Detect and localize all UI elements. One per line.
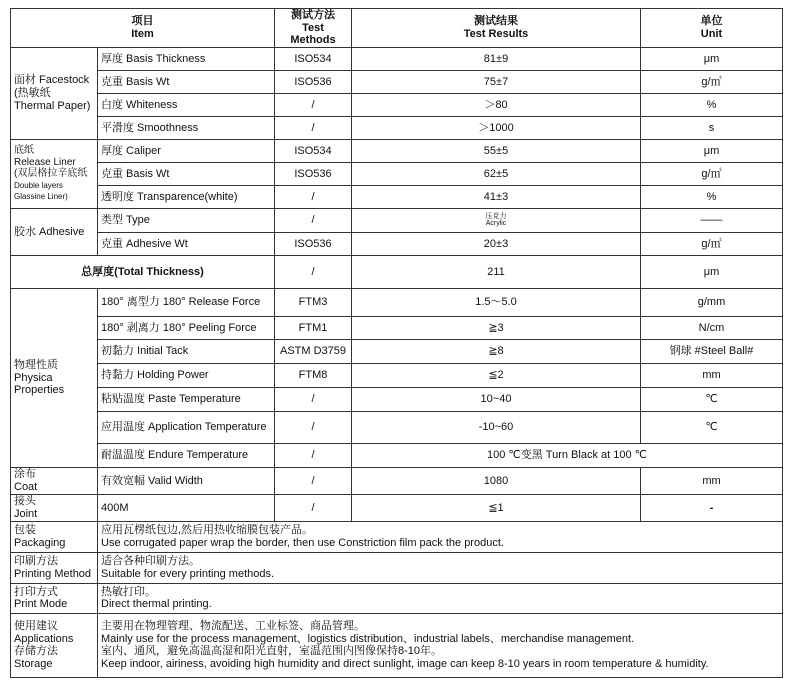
packaging-label bbox=[11, 521, 98, 552]
header-unit-zh: 单位 bbox=[700, 15, 723, 28]
facestock-unit-whiteness: % bbox=[641, 93, 783, 116]
print-mode-label-zh: 打印方式 bbox=[14, 585, 58, 598]
liner-item-caliper: 厚度 Caliper bbox=[98, 139, 275, 162]
packaging-text-zh: 应用瓦楞纸包边,然后用热收缩膜包装产品。 bbox=[101, 524, 314, 537]
facestock-result-whiteness: ＞80 bbox=[352, 93, 641, 116]
facestock-unit-smoothness: s bbox=[641, 116, 783, 139]
adhesive-row bbox=[11, 232, 783, 255]
liner-unit-weight: g/㎡ bbox=[641, 162, 783, 185]
spec-table bbox=[10, 8, 783, 678]
joint-row bbox=[11, 494, 783, 521]
physical-unit-holding: mm bbox=[641, 363, 783, 387]
storage-text-en: Keep indoor, airiness, avoiding high humidity and direct sunlight, image can keep 8-10 years in room temperature & humidity. bbox=[101, 658, 709, 671]
storage-label-zh: 存储方法 bbox=[14, 645, 58, 658]
print-mode-row bbox=[11, 583, 783, 613]
total-row bbox=[11, 255, 783, 288]
facestock-unit-thickness: μm bbox=[641, 47, 783, 70]
adhesive-unit-weight: g/㎡ bbox=[641, 232, 783, 255]
adhesive-row bbox=[11, 208, 783, 232]
physical-unit-application-temp: ℃ bbox=[641, 411, 783, 443]
physical-row bbox=[11, 387, 783, 411]
liner-method-transparence: / bbox=[275, 185, 352, 208]
physical-result-application-temp: -10~60 bbox=[352, 411, 641, 443]
physical-row bbox=[11, 288, 783, 316]
print-mode-label-en: Print Mode bbox=[14, 598, 68, 611]
packaging-label-en: Packaging bbox=[14, 536, 66, 549]
liner-label-2: Release Liner bbox=[14, 156, 76, 168]
facestock-row bbox=[11, 47, 783, 70]
packaging-row bbox=[11, 521, 783, 552]
printing-label-zh: 印刷方法 bbox=[14, 555, 58, 568]
physical-row bbox=[11, 363, 783, 387]
header-method bbox=[275, 9, 352, 48]
total-method: / bbox=[275, 255, 352, 288]
applications-label-zh: 使用建议 bbox=[14, 620, 58, 633]
adhesive-item-type: 类型 Type bbox=[98, 208, 275, 232]
adhesive-method-type: / bbox=[275, 208, 352, 232]
adhesive-group-label: 胶水 Adhesive bbox=[11, 208, 98, 255]
physical-item-release: 180° 离型力 180° Release Force bbox=[98, 288, 275, 316]
liner-label-4: Double layers Glassine Liner) bbox=[14, 180, 68, 202]
facestock-item-weight: 克重 Basis Wt bbox=[98, 70, 275, 93]
liner-row bbox=[11, 139, 783, 162]
physical-result-peeling: ≧3 bbox=[352, 316, 641, 339]
liner-item-transparence: 透明度 Transparence(white) bbox=[98, 185, 275, 208]
physical-result-release: 1.5～5.0 bbox=[352, 288, 641, 316]
printing-row bbox=[11, 552, 783, 583]
facestock-method-smoothness: / bbox=[275, 116, 352, 139]
physical-item-application-temp: 应用温度 Application Temperature bbox=[98, 411, 275, 443]
liner-item-weight: 克重 Basis Wt bbox=[98, 162, 275, 185]
physical-item-holding: 持黏力 Holding Power bbox=[98, 363, 275, 387]
physical-method-endure-temp: / bbox=[275, 443, 352, 467]
header-result-en: Test Results bbox=[463, 27, 529, 40]
coat-method: / bbox=[275, 467, 352, 494]
physical-item-tack: 初黏力 Initial Tack bbox=[98, 339, 275, 363]
storage-label-en: Storage bbox=[14, 658, 53, 671]
printing-label bbox=[11, 552, 98, 583]
physical-method-paste-temp: / bbox=[275, 387, 352, 411]
facestock-group-label bbox=[11, 47, 98, 139]
liner-label-3: (双层格拉辛底纸 bbox=[14, 168, 88, 180]
facestock-row bbox=[11, 116, 783, 139]
total-result: 211 bbox=[352, 255, 641, 288]
printing-label-en: Printing Method bbox=[14, 567, 92, 580]
adhesive-result-type-en: Acrylic bbox=[485, 220, 507, 228]
facestock-label-2: (热敏纸 bbox=[14, 87, 51, 100]
header-row bbox=[11, 9, 783, 48]
adhesive-item-weight: 克重 Adhesive Wt bbox=[98, 232, 275, 255]
physical-result-paste-temp: 10~40 bbox=[352, 387, 641, 411]
physical-method-release: FTM3 bbox=[275, 288, 352, 316]
print-mode-label bbox=[11, 583, 98, 613]
total-unit: μm bbox=[641, 255, 783, 288]
total-label: 总厚度(Total Thickness) bbox=[11, 255, 275, 288]
adhesive-method-weight: ISO536 bbox=[275, 232, 352, 255]
header-method-zh: 测试方法 bbox=[291, 9, 335, 21]
printing-text bbox=[98, 552, 783, 583]
facestock-label-3: Thermal Paper) bbox=[14, 99, 91, 112]
facestock-result-smoothness: ＞1000 bbox=[352, 116, 641, 139]
facestock-label-1: 面材 Facestock bbox=[14, 74, 90, 87]
print-mode-text-en: Direct thermal printing. bbox=[101, 598, 212, 611]
print-mode-text-zh: 热敏打印。 bbox=[101, 585, 156, 598]
packaging-text-en: Use corrugated paper wrap the border, then use Constriction film pack the product. bbox=[101, 536, 504, 549]
header-item bbox=[11, 9, 275, 48]
physical-method-tack: ASTM D3759 bbox=[275, 339, 352, 363]
applications-storage-label bbox=[11, 613, 98, 677]
coat-label-zh: 涂布 bbox=[14, 468, 36, 481]
applications-text-en: Mainly use for the process management、logistics distribution、industrial labels、merchandise management. bbox=[101, 632, 635, 645]
coat-row bbox=[11, 467, 783, 494]
liner-label-1: 底纸 bbox=[14, 145, 34, 157]
header-item-zh: 项目 bbox=[131, 15, 154, 28]
physical-row bbox=[11, 443, 783, 467]
applications-storage-row bbox=[11, 613, 783, 677]
facestock-method-whiteness: / bbox=[275, 93, 352, 116]
header-method-en: Test Methods bbox=[290, 21, 336, 47]
physical-unit-release: g/mm bbox=[641, 288, 783, 316]
facestock-item-whiteness: 白度 Whiteness bbox=[98, 93, 275, 116]
joint-label-en: Joint bbox=[14, 507, 38, 520]
adhesive-result-type bbox=[352, 208, 641, 232]
physical-row bbox=[11, 339, 783, 363]
joint-label-zh: 接头 bbox=[14, 495, 36, 508]
liner-method-weight: ISO536 bbox=[275, 162, 352, 185]
coat-label-en: Coat bbox=[14, 480, 38, 493]
header-result-zh: 测试结果 bbox=[474, 15, 518, 28]
physical-result-endure-temp: 100 ℃变黑 Turn Black at 100 ℃ bbox=[352, 443, 783, 467]
liner-row bbox=[11, 185, 783, 208]
header-unit-en: Unit bbox=[700, 27, 723, 40]
storage-text-zh: 室内、通风，避免高温高湿和阳光直射，室温范围内图像保持8-10年。 bbox=[101, 645, 443, 658]
header-unit bbox=[641, 9, 783, 48]
physical-group-label bbox=[11, 288, 98, 467]
physical-unit-tack: 钢球 #Steel Ball# bbox=[641, 339, 783, 363]
liner-unit-transparence: % bbox=[641, 185, 783, 208]
physical-label-3: Properties bbox=[14, 384, 65, 397]
coat-label bbox=[11, 467, 98, 494]
facestock-result-weight: 75±7 bbox=[352, 70, 641, 93]
physical-item-peeling: 180° 剥离力 180° Peeling Force bbox=[98, 316, 275, 339]
adhesive-result-type-zh: 压克力 bbox=[485, 213, 507, 221]
physical-row bbox=[11, 411, 783, 443]
physical-result-tack: ≧8 bbox=[352, 339, 641, 363]
facestock-method-thickness: ISO534 bbox=[275, 47, 352, 70]
physical-label-1: 物理性质 bbox=[14, 358, 58, 371]
packaging-text bbox=[98, 521, 783, 552]
physical-result-holding: ≦2 bbox=[352, 363, 641, 387]
facestock-row bbox=[11, 70, 783, 93]
physical-row bbox=[11, 316, 783, 339]
adhesive-unit-type: —— bbox=[641, 208, 783, 232]
header-result bbox=[352, 9, 641, 48]
facestock-row bbox=[11, 93, 783, 116]
coat-unit: mm bbox=[641, 467, 783, 494]
liner-result-weight: 62±5 bbox=[352, 162, 641, 185]
joint-method: / bbox=[275, 494, 352, 521]
physical-method-application-temp: / bbox=[275, 411, 352, 443]
physical-method-holding: FTM8 bbox=[275, 363, 352, 387]
physical-item-endure-temp: 耐温温度 Endure Temperature bbox=[98, 443, 275, 467]
physical-label-2: Physica bbox=[14, 371, 53, 384]
printing-text-en: Suitable for every printing methods. bbox=[101, 567, 275, 580]
liner-result-transparence: 41±3 bbox=[352, 185, 641, 208]
physical-unit-paste-temp: ℃ bbox=[641, 387, 783, 411]
physical-item-paste-temp: 粘贴温度 Paste Temperature bbox=[98, 387, 275, 411]
joint-label bbox=[11, 494, 98, 521]
adhesive-result-weight: 20±3 bbox=[352, 232, 641, 255]
printing-text-zh: 适合各种印刷方法。 bbox=[101, 555, 200, 568]
applications-label-en: Applications bbox=[14, 632, 74, 645]
print-mode-text bbox=[98, 583, 783, 613]
joint-item: 400M bbox=[98, 494, 275, 521]
joint-result: ≦1 bbox=[352, 494, 641, 521]
facestock-item-smoothness: 平滑度 Smoothness bbox=[98, 116, 275, 139]
applications-storage-text bbox=[98, 613, 783, 677]
coat-result: 1080 bbox=[352, 467, 641, 494]
facestock-item-thickness: 厚度 Basis Thickness bbox=[98, 47, 275, 70]
packaging-label-zh: 包装 bbox=[14, 524, 36, 537]
physical-method-peeling: FTM1 bbox=[275, 316, 352, 339]
facestock-result-thickness: 81±9 bbox=[352, 47, 641, 70]
liner-method-caliper: ISO534 bbox=[275, 139, 352, 162]
liner-group-label bbox=[11, 139, 98, 208]
facestock-method-weight: ISO536 bbox=[275, 70, 352, 93]
joint-unit: - bbox=[641, 494, 783, 521]
applications-text-zh: 主要用在物理管理、物流配送、工业标签、商品管理。 bbox=[101, 620, 365, 633]
physical-unit-peeling: N/cm bbox=[641, 316, 783, 339]
liner-unit-caliper: μm bbox=[641, 139, 783, 162]
facestock-unit-weight: g/㎡ bbox=[641, 70, 783, 93]
coat-item: 有效宽幅 Valid Width bbox=[98, 467, 275, 494]
liner-result-caliper: 55±5 bbox=[352, 139, 641, 162]
header-item-en: Item bbox=[131, 27, 154, 40]
liner-row bbox=[11, 162, 783, 185]
